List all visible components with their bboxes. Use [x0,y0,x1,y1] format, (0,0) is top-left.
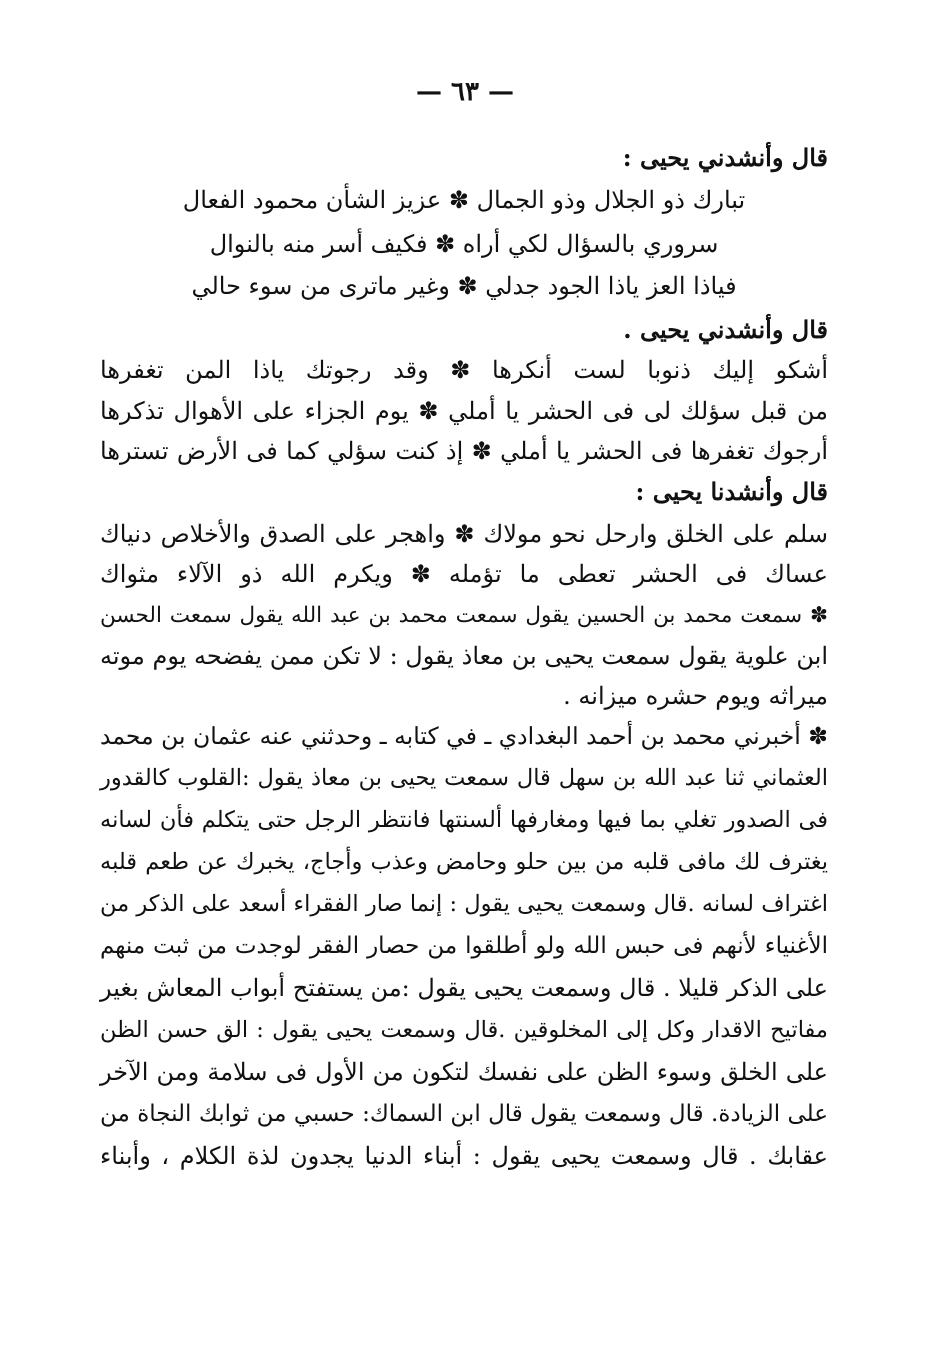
text-line: على الخلق وسوء الظن على نفسك لتكون من الأول فى سلامة ومن الآخر [100,1058,828,1086]
text-line: ✽ سمعت محمد بن الحسين يقول سمعت محمد بن عبد الله يقول سمعت الحسن [100,603,828,628]
text-line: العثماني ثنا عبد الله بن سهل قال سمعت يحيى بن معاذ يقول :القلوب كالقدور [100,765,828,791]
text-line: ابن علوية يقول سمعت يحيى بن معاذ يقول : لا تكن ممن يفضحه يوم موته [100,642,828,670]
text-line: الأغنياء لأنهم فى حبس الله ولو أطلقوا من حصار الفقر لوجدت من ثبت منهم [100,933,828,959]
heading-line: قال وأنشدني يحيى . [623,315,828,344]
text-line: ✽ أخبرني محمد بن أحمد البغدادي ـ في كتابه ـ وحدثني عنه عثمان بن محمد [100,722,828,750]
text-line: على الذكر قليلا . قال وسمعت يحيى يقول :من يستفتح أبواب المعاش بغير [100,974,828,1002]
text-line: عساك فى الحشر تعطى ما تؤمله ✽ ويكرم الله ذو الآلاء مثواك [100,560,828,588]
text-line: من قبل سؤلك لى فى الحشر يا أملي ✽ يوم الجزاء على الأهوال تذكرها [100,397,828,425]
text-line: ميراثه ويوم حشره ميزانه . [563,682,828,710]
verse-line: تبارك ذو الجلال وذو الجمال ✽ عزيز الشأن محمود الفعال [182,186,746,214]
text-line: اغتراف لسانه .قال وسمعت يحيى يقول : إنما صار الفقراء أسعد على الذكر من [100,891,828,917]
text-line: فى الصدور تغلي بما فيها ومغارفها ألسنتها فانتظر الرجل حتى يتكلم فأن لسانه [100,807,828,833]
text-line: سلم على الخلق وارحل نحو مولاك ✽ واهجر على الصدق والأخلاص دنياك [100,520,828,548]
text-line: مفاتيح الاقدار وكل إلى المخلوقين .قال وسمعت يحيى يقول : الق حسن الظن [100,1017,828,1043]
text-line: أشكو إليك ذنوبا لست أنكرها ✽ وقد رجوتك ياذا المن تغفرها [100,356,828,384]
heading-line: قال وأنشدني يحيى : [622,143,828,172]
text-line: عقابك . قال وسمعت يحيى يقول : أبناء الدنيا يجدون لذة الكلام ، وأبناء [100,1142,828,1170]
verse-line: فياذا العز ياذا الجود جدلي ✽ وغير ماترى من سوء حالي [191,272,737,300]
verse-line: سروري بالسؤال لكي أراه ✽ فكيف أسر منه بالنوال [209,230,719,258]
text-line: يغترف لك مافى قلبه من بين حلو وحامض وعذب وأجاج، يخبرك عن طعم قلبه [100,849,828,875]
text-line: على الزيادة. قال وسمعت يقول قال ابن السماك: حسبي من ثوابك النجاة من [100,1101,828,1127]
page-number: — ٦٣ — [415,77,515,107]
text-line: أرجوك تغفرها فى الحشر يا أملي ✽ إذ كنت سؤلي كما فى الأرض تسترها [100,437,828,465]
heading-line: قال وأنشدنا يحيى : [635,477,828,506]
